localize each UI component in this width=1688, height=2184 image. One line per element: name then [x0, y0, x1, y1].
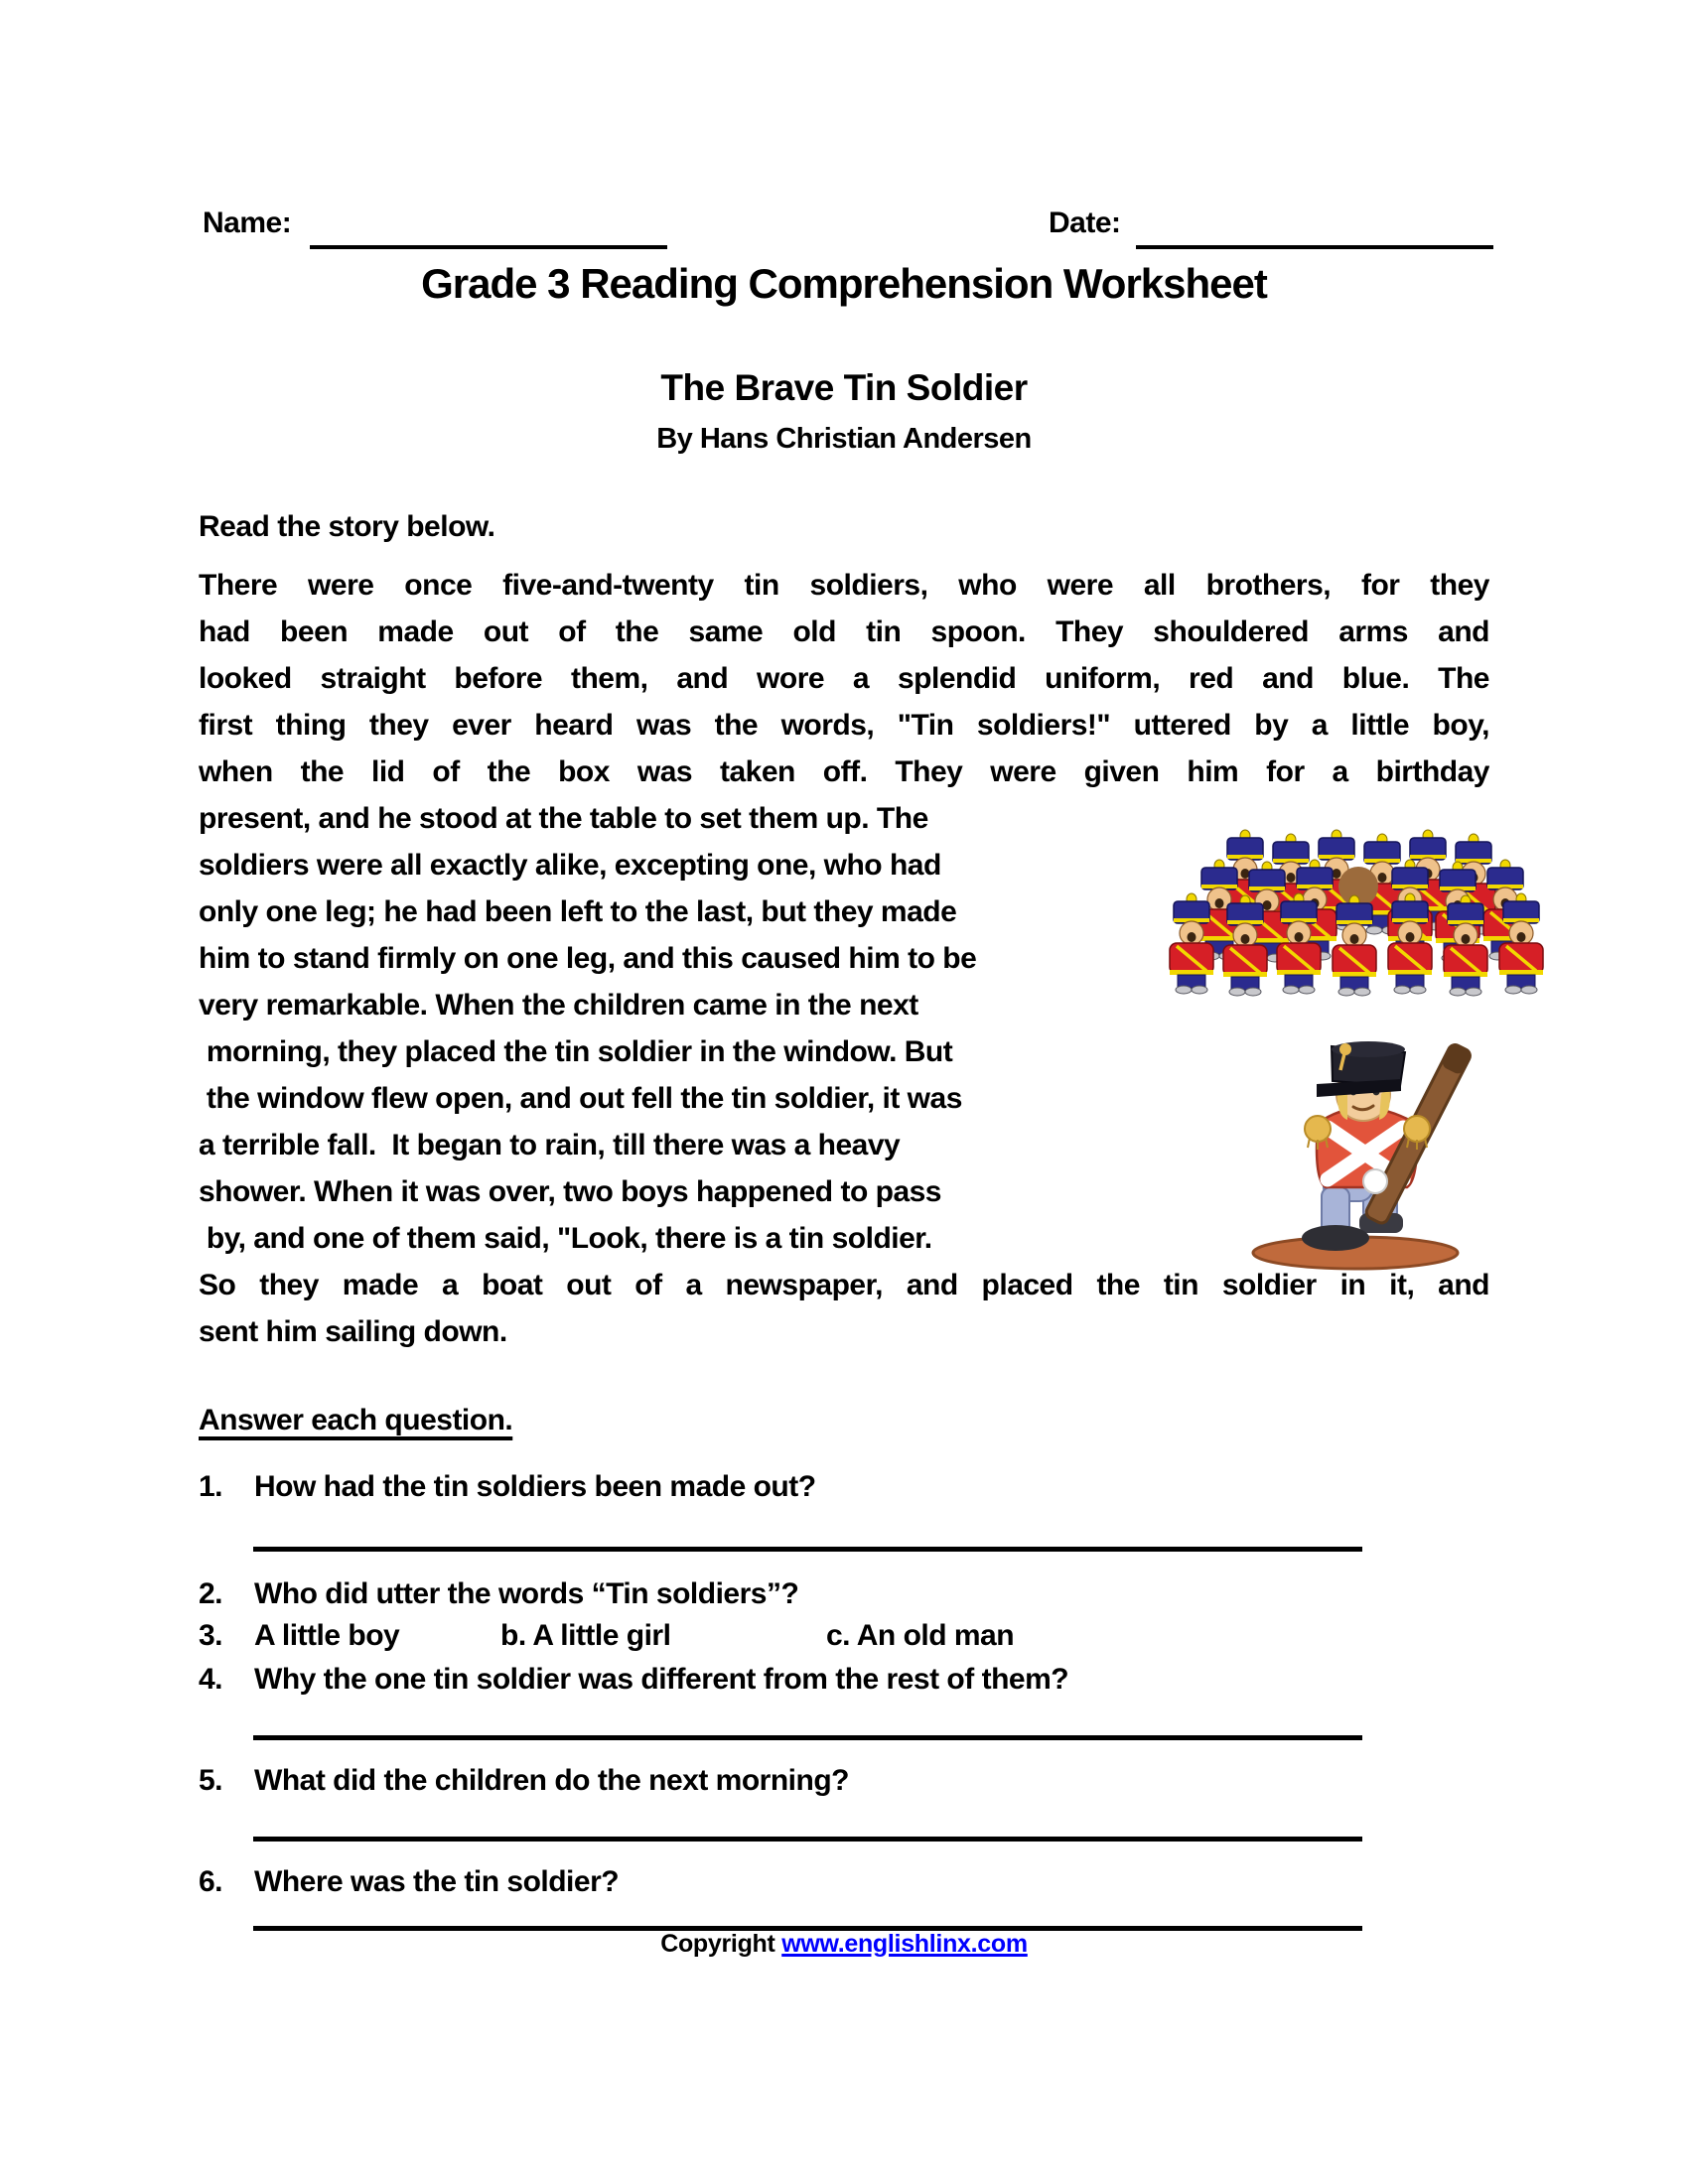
- question-6: [199, 1860, 1499, 1904]
- story-line: soldiers were all exactly alike, excepting one, who had: [199, 849, 941, 882]
- question-1: [199, 1465, 1499, 1509]
- question-text: Where was the tin soldier?: [254, 1865, 620, 1898]
- name-blank-line[interactable]: [310, 245, 667, 249]
- story-line: had been made out of the same old tin spoon. They shouldered arms and: [199, 615, 1489, 648]
- soldier-boot: [1302, 1225, 1369, 1251]
- choice-a[interactable]: A little boy: [254, 1619, 400, 1652]
- answer-blank-line[interactable]: [253, 1547, 1362, 1552]
- story-line: morning, they placed the tin soldier in the window. But: [199, 1035, 953, 1068]
- story-line: by, and one of them said, "Look, there is a tin soldier.: [199, 1222, 932, 1255]
- choice-c[interactable]: c. An old man: [826, 1619, 1015, 1652]
- date-blank-line[interactable]: [1136, 245, 1493, 249]
- question-number: 1.: [199, 1470, 223, 1503]
- question-3: [199, 1614, 1499, 1658]
- tin-soldier-illustration: [1226, 1032, 1494, 1276]
- copyright-label: Copyright: [660, 1930, 775, 1958]
- questions-heading: Answer each question.: [199, 1404, 513, 1436]
- question-2: [199, 1572, 1499, 1616]
- story-line: only one leg; he had been left to the last, but they made: [199, 895, 957, 928]
- story-line: So they made a boat out of a newspaper, and placed the tin soldier in it, and: [199, 1269, 1489, 1301]
- question-text: Why the one tin soldier was different from the rest of them?: [254, 1663, 1069, 1696]
- question-number: 6.: [199, 1865, 223, 1898]
- page-title: Grade 3 Reading Comprehension Worksheet: [421, 260, 1267, 307]
- answer-blank-line[interactable]: [253, 1837, 1362, 1842]
- story-line: sent him sailing down.: [199, 1315, 507, 1348]
- question-text: How had the tin soldiers been made out?: [254, 1470, 816, 1503]
- question-text: Who did utter the words “Tin soldiers”?: [254, 1577, 799, 1610]
- story-title: The Brave Tin Soldier: [660, 367, 1028, 408]
- story-line: the window flew open, and out fell the tin soldier, it was: [199, 1082, 962, 1115]
- story-line: when the lid of the box was taken off. They were given him for a birthday: [199, 755, 1489, 788]
- tin-soldiers-group-illustration: [1162, 829, 1555, 1020]
- story-line: first thing they ever heard was the words, "Tin soldiers!" uttered by a little boy,: [199, 709, 1489, 742]
- question-number: 5.: [199, 1764, 223, 1797]
- story-line: a terrible fall. It began to rain, till there was a heavy: [199, 1129, 901, 1161]
- shako-hat: [1317, 1041, 1405, 1097]
- story-line: present, and he stood at the table to set them up. The: [199, 802, 928, 835]
- question-number: 3.: [199, 1619, 223, 1652]
- story-byline: By Hans Christian Andersen: [656, 423, 1032, 455]
- englishlinx-link[interactable]: www.englishlinx.com: [781, 1930, 1028, 1958]
- choice-b[interactable]: b. A little girl: [500, 1619, 671, 1652]
- question-text: What did the children do the next morning?: [254, 1764, 849, 1797]
- story-line: him to stand firmly on one leg, and this caused him to be: [199, 942, 977, 975]
- question-4: [199, 1658, 1499, 1702]
- story-line: very remarkable. When the children came in the next: [199, 989, 918, 1022]
- story-instruction: Read the story below.: [199, 510, 495, 543]
- date-label: Date:: [1049, 206, 1121, 239]
- story-line: There were once five-and-twenty tin soldiers, who were all brothers, for they: [199, 569, 1489, 602]
- story-line: shower. When it was over, two boys happened to pass: [199, 1175, 941, 1208]
- question-number: 2.: [199, 1577, 223, 1610]
- footer: [0, 1930, 1688, 1959]
- story-line: looked straight before them, and wore a splendid uniform, red and blue. The: [199, 662, 1489, 695]
- name-label: Name:: [203, 206, 292, 239]
- answer-blank-line[interactable]: [253, 1735, 1362, 1740]
- question-number: 4.: [199, 1663, 223, 1696]
- question-5: [199, 1759, 1499, 1803]
